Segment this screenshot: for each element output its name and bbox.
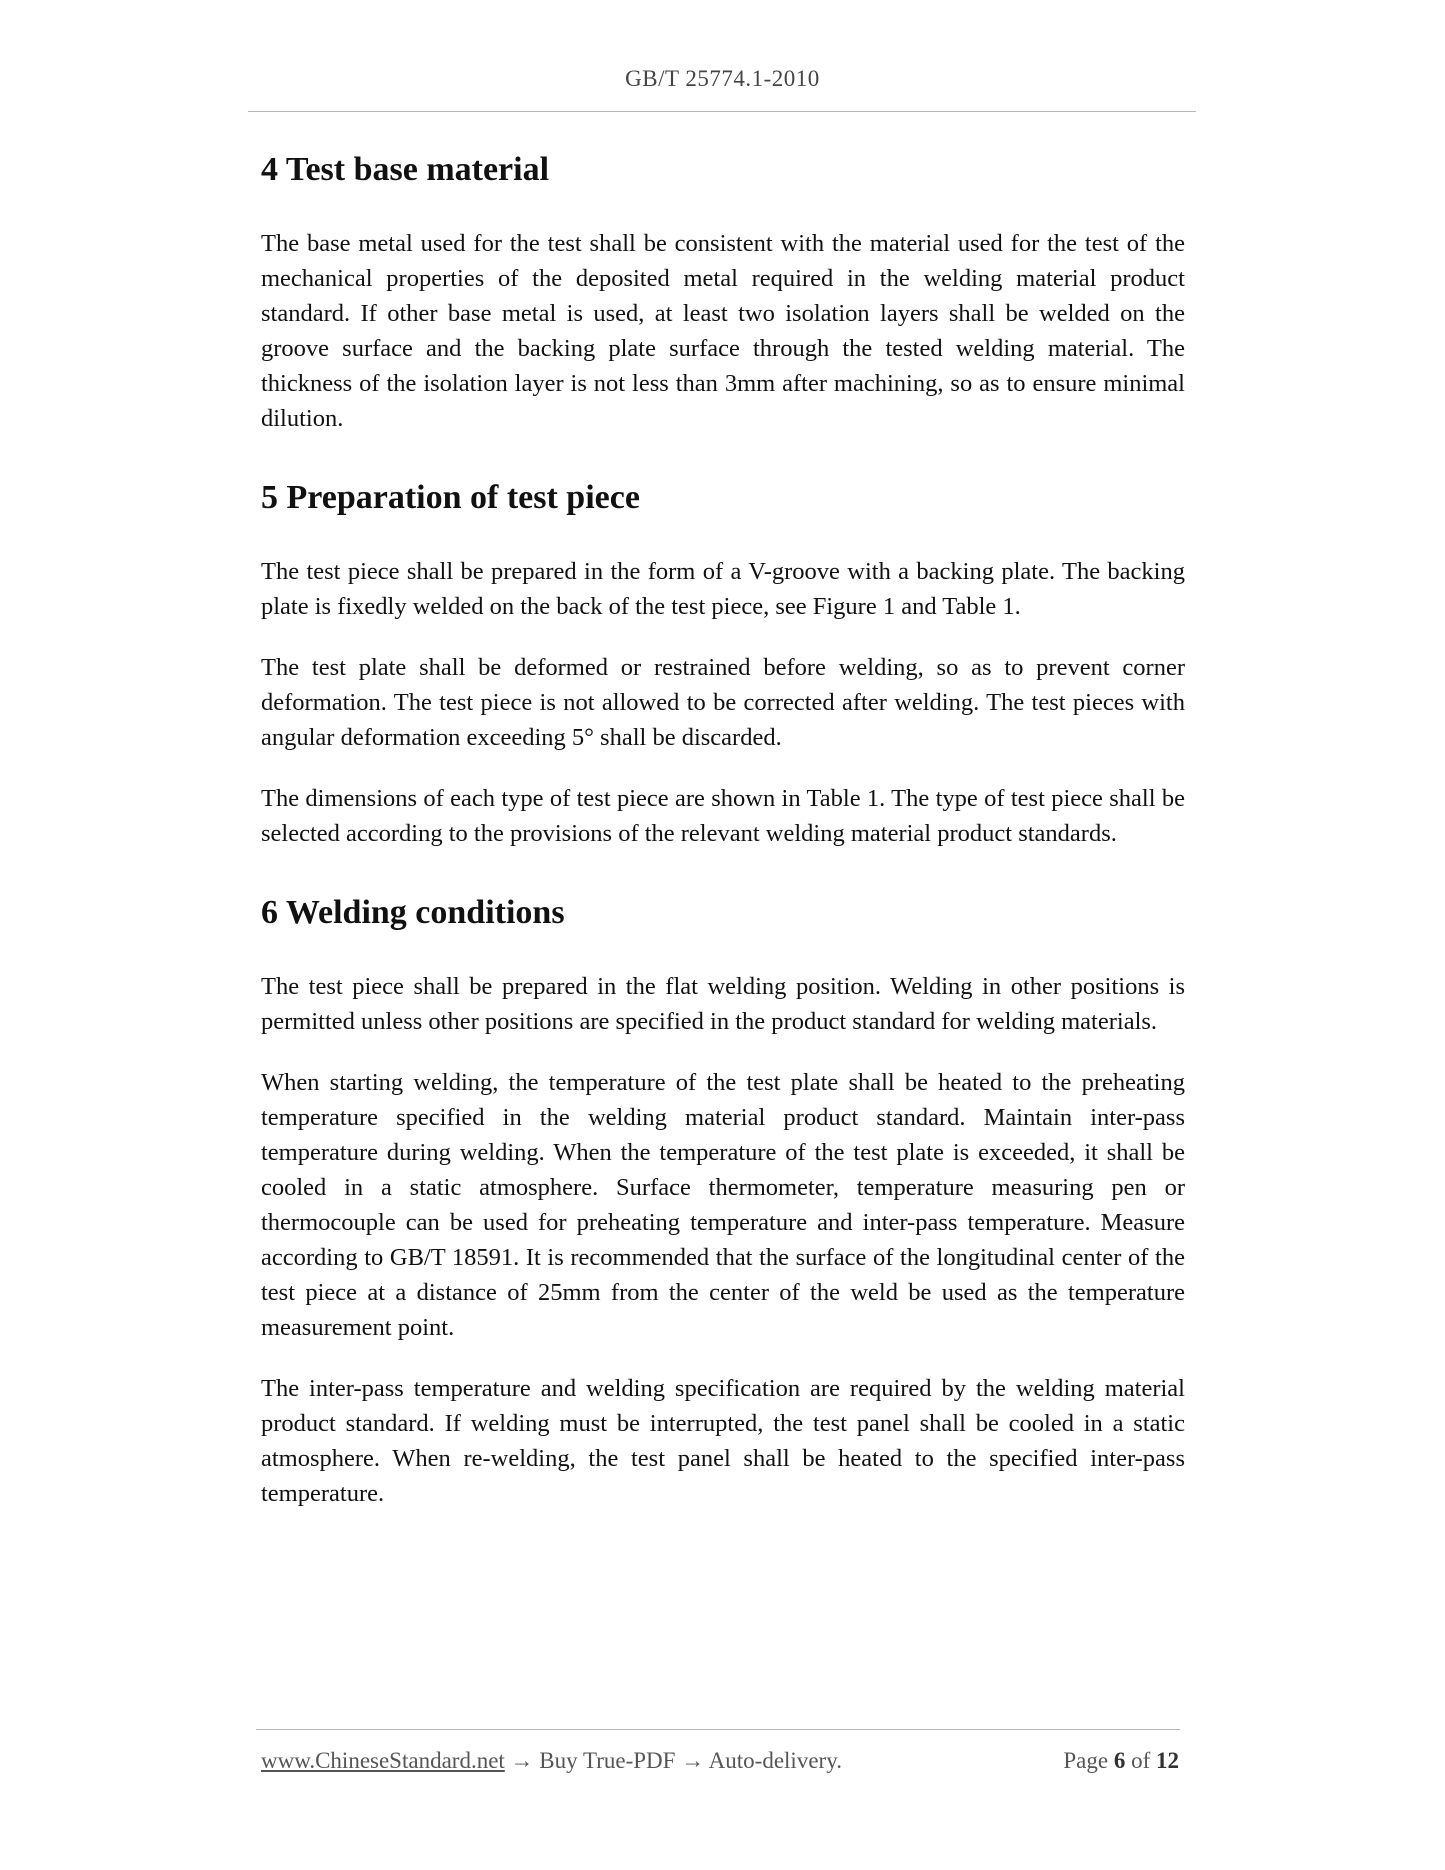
- total-page-count: 12: [1156, 1748, 1179, 1773]
- arrow-icon: →: [510, 1748, 534, 1773]
- section-heading-5: 5 Preparation of test piece: [261, 479, 640, 516]
- document-header-code: GB/T 25774.1-2010: [625, 66, 820, 91]
- section-5-paragraph-3: The dimensions of each type of test piece are shown in Table 1. The type of test piece shall be selected according to the provisions of the relevant welding material product standards.: [261, 785, 1185, 847]
- section-6-paragraph-1: The test piece shall be prepared in the flat welding position. Welding in other positions is permitted unless other positions are specified in the product standard for welding materials.: [261, 973, 1185, 1035]
- of-label: of: [1131, 1748, 1151, 1773]
- chinese-standard-link[interactable]: www.ChineseStandard.net: [261, 1748, 505, 1773]
- footer-promo: [261, 1748, 842, 1774]
- section-5-paragraph-2: The test plate shall be deformed or restrained before welding, so as to prevent corner deformation. The test piece is not allowed to be corrected after welding. The test pieces with angular deformation exceeding 5° shall be discarded.: [261, 654, 1185, 751]
- page-number: [1063, 1748, 1179, 1774]
- section-heading-4: 4 Test base material: [261, 151, 550, 188]
- section-6-paragraph-2: When starting welding, the temperature of the test plate shall be heated to the preheating temperature specified in the welding material product standard. Maintain inter-pass temperature during welding. When the temperature of the test plate is exceeded, it shall be cooled in a static atmosphere. Surface thermometer, temperature measuring pen or thermocouple can be used for preheating temperature and inter-pass temperature. Measure according to GB/T 18591. It is recommended that the surface of the longitudinal center of the test piece at a distance of 25mm from the center of the weld be used as the temperature measurement point.: [261, 1069, 1185, 1341]
- current-page-number: 6: [1113, 1748, 1126, 1773]
- footer-divider: [256, 1729, 1180, 1730]
- section-heading-6: 6 Welding conditions: [261, 894, 565, 931]
- buy-true-pdf-text: Buy True-PDF: [539, 1748, 676, 1773]
- header-divider: [248, 111, 1196, 112]
- arrow-icon: →: [681, 1748, 705, 1773]
- section-5-paragraph-1: The test piece shall be prepared in the form of a V-groove with a backing plate. The backing plate is fixedly welded on the back of the test piece, see Figure 1 and Table 1.: [261, 558, 1185, 620]
- section-6-paragraph-3: The inter-pass temperature and welding specification are required by the welding material product standard. If welding must be interrupted, the test panel shall be cooled in a static atmosphere. When re-welding, the test panel shall be heated to the specified inter-pass temperature.: [261, 1375, 1185, 1507]
- section-4-paragraph-1: The base metal used for the test shall be consistent with the material used for the test of the mechanical properties of the deposited metal required in the welding material product standard. If other base metal is used, at least two isolation layers shall be welded on the groove surface and the backing plate surface through the tested welding material. The thickness of the isolation layer is not less than 3mm after machining, so as to ensure minimal dilution.: [261, 230, 1185, 432]
- document-body: [261, 150, 1185, 1537]
- page-label: Page: [1063, 1748, 1109, 1773]
- auto-delivery-text: Auto-delivery.: [708, 1748, 842, 1773]
